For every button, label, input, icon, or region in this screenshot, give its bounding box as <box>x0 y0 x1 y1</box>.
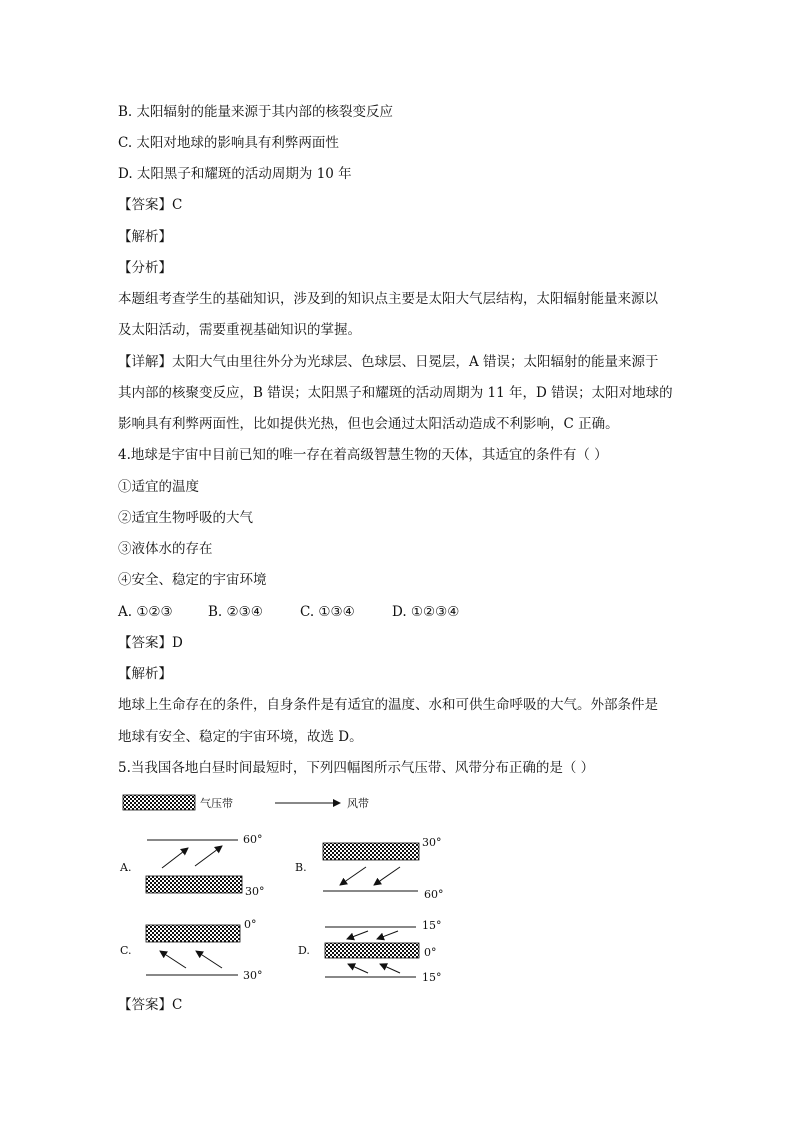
panel-b-wind-arrow-2 <box>374 867 400 885</box>
panel-d-wind-arrow-3 <box>348 964 368 973</box>
q3-option-b: B. 太阳辐射的能量来源于其内部的核裂变反应 <box>118 104 394 120</box>
legend-pressure-belt-label: 气压带 <box>200 797 233 810</box>
q3-detail-line-2: 其内部的核聚变反应，B 错误；太阳黑子和耀斑的活动周期为 11 年，D 错误；太阳对地球的 <box>118 385 673 401</box>
q3-fenxi-line-2: 及太阳活动，需要重视基础知识的掌握。 <box>118 322 361 338</box>
q5-stem: 5.当我国各地白昼时间最短时，下列四幅图所示气压带、风带分布正确的是（ ） <box>118 760 595 776</box>
q4-item-2: ②适宜生物呼吸的大气 <box>118 510 253 526</box>
panel-a-wind-arrow-2 <box>195 846 222 866</box>
legend-wind-belt-label: 风带 <box>347 797 369 810</box>
panel-a-pressure-belt <box>146 876 242 893</box>
q4-option-a: A. ①②③ <box>118 604 173 620</box>
panel-c-letter: C. <box>120 944 132 957</box>
q4-item-4: ④安全、稳定的宇宙环境 <box>118 572 267 588</box>
panel-d-wind-arrow-4 <box>380 964 400 973</box>
panel-c-wind-arrow-1 <box>160 951 186 968</box>
q3-fenxi-heading: 【分析】 <box>118 260 172 276</box>
panel-c-bottom-label: 30° <box>243 969 263 982</box>
q4-analysis-heading: 【解析】 <box>118 666 172 682</box>
q4-option-d: D. ①②③④ <box>392 604 460 620</box>
panel-b-letter: B. <box>295 861 307 874</box>
panel-c-pressure-belt <box>146 925 240 942</box>
q4-option-b: B. ②③④ <box>208 604 263 620</box>
panel-d-bottom-label: 15° <box>422 971 442 984</box>
panel-b-wind-arrow-1 <box>340 867 366 885</box>
panel-a-bottom-label: 30° <box>245 885 265 898</box>
q3-analysis-heading: 【解析】 <box>118 229 172 245</box>
q4-analysis-line-2: 地球有安全、稳定的宇宙环境，故选 D。 <box>118 729 363 745</box>
panel-d-wind-arrow-2 <box>377 931 398 939</box>
panel-b-pressure-belt <box>323 843 419 860</box>
panel-b-bottom-label: 60° <box>424 888 444 901</box>
panel-d-pressure-belt <box>325 943 419 958</box>
panel-d-top-label: 15° <box>422 919 442 932</box>
q4-item-1: ①适宜的温度 <box>118 479 199 495</box>
q4-item-3: ③液体水的存在 <box>118 541 213 557</box>
q3-fenxi-line-1: 本题组考查学生的基础知识，涉及到的知识点主要是太阳大气层结构，太阳辐射能量来源以 <box>118 291 658 307</box>
q3-detail-line-3: 影响具有利弊两面性，比如提供光热，但也会通过太阳活动造成不利影响，C 正确。 <box>118 416 619 432</box>
q4-option-c: C. ①③④ <box>300 604 355 620</box>
q3-detail-line-1: 【详解】太阳大气由里往外分为光球层、色球层、日冕层，A 错误；太阳辐射的能量来源于 <box>118 354 659 370</box>
q4-analysis-line-1: 地球上生命存在的条件，自身条件是有适宜的温度、水和可供生命呼吸的大气。外部条件是 <box>118 697 658 713</box>
panel-d-middle-label: 0° <box>424 946 437 959</box>
panel-b-top-label: 30° <box>422 836 442 849</box>
q3-answer: 【答案】C <box>118 197 183 213</box>
panel-c-wind-arrow-2 <box>196 951 222 968</box>
panel-a-top-label: 60° <box>243 833 263 846</box>
q3-option-c: C. 太阳对地球的影响具有利弊两面性 <box>118 135 339 151</box>
panel-d-wind-arrow-1 <box>347 931 368 939</box>
q4-stem: 4.地球是宇宙中目前已知的唯一存在着高级智慧生物的天体，其适宜的条件有（ ） <box>118 447 608 463</box>
panel-a-letter: A. <box>120 861 132 874</box>
panel-c-top-label: 0° <box>244 918 257 931</box>
legend-pressure-belt-swatch <box>123 795 195 810</box>
q5-answer: 【答案】C <box>118 997 183 1013</box>
panel-d-letter: D. <box>298 944 310 957</box>
q4-answer: 【答案】D <box>118 635 183 651</box>
q3-option-d: D. 太阳黑子和耀斑的活动周期为 10 年 <box>118 166 352 182</box>
panel-a-wind-arrow-1 <box>162 848 188 868</box>
